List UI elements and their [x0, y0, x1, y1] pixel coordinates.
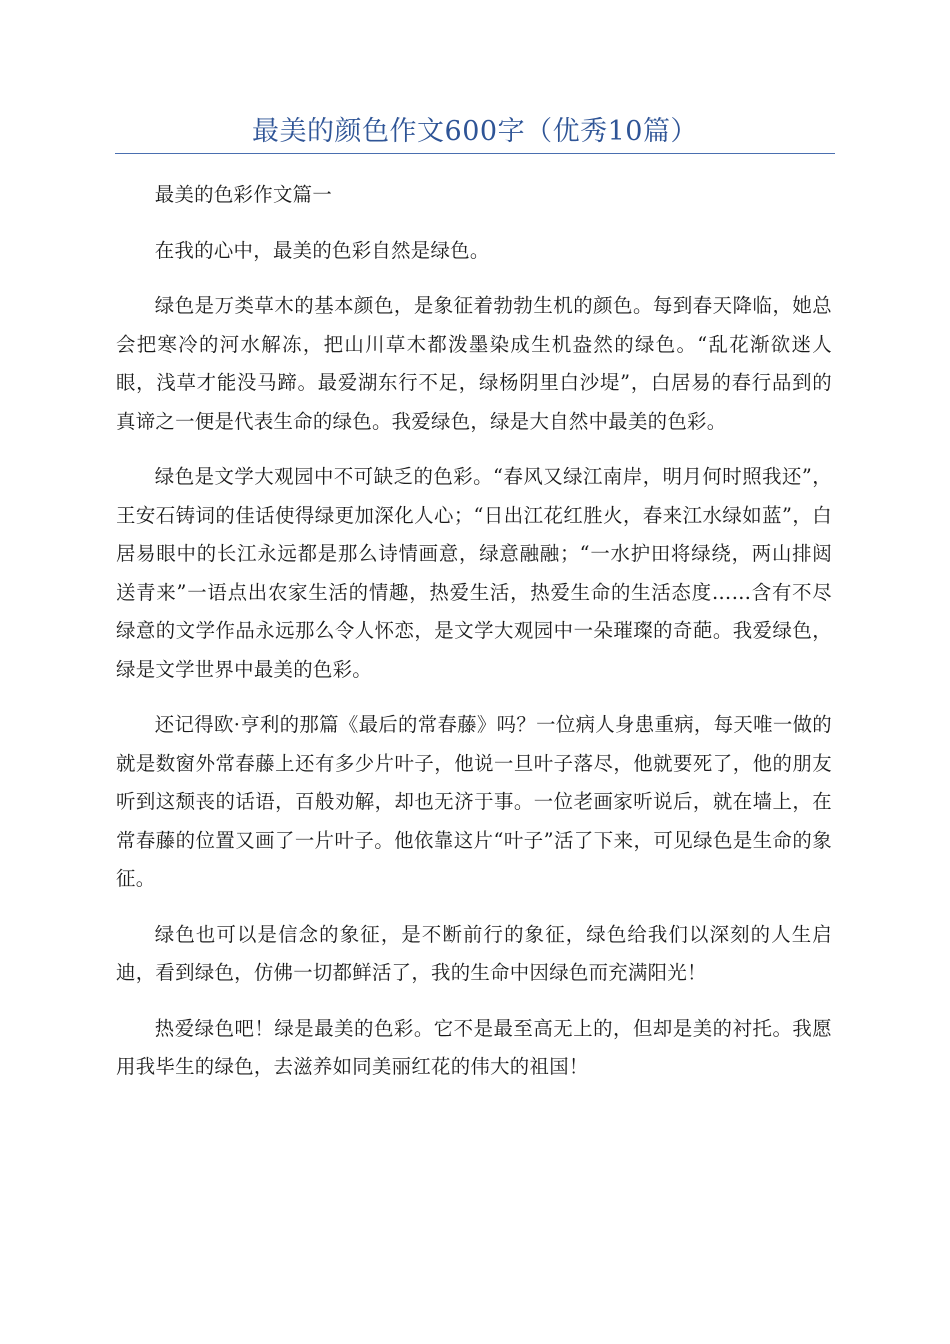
body-paragraph: 热爱绿色吧！绿是最美的色彩。它不是最至高无上的，但却是美的衬托。我愿用我毕生的绿色，去滋养如同美丽红花的伟大的祖国！ [116, 1016, 832, 1078]
body-paragraph: 在我的心中，最美的色彩自然是绿色。 [154, 238, 490, 262]
document-title: 最美的颜色作文600字（优秀10篇） [252, 116, 698, 147]
title-underline [115, 153, 835, 154]
body-paragraph: 绿色也可以是信念的象征，是不断前行的象征，绿色给我们以深刻的人生启迪，看到绿色，仿佛一切都鲜活了，我的生命中因绿色而充满阳光！ [116, 922, 832, 984]
section-heading: 最美的色彩作文篇一 [154, 183, 333, 206]
body-paragraph: 还记得欧·亨利的那篇《最后的常春藤》吗？一位病人身患重病，每天唯一做的就是数窗外常春藤上还有多少片叶子，他说一旦叶子落尽，他就要死了，他的朋友听到这颓丧的话语，百般劝解，却也无济于事。一位老画家听说后，就在墙上，在常春藤的位置又画了一片叶子。他依靠这片“叶子”活了下来，可见绿色是生命的象征。 [116, 713, 832, 890]
body-paragraph: 绿色是文学大观园中不可缺乏的色彩。“春风又绿江南岸，明月何时照我还”，王安石铸词的佳话使得绿更加深化人心；“日出江花红胜火，春来江水绿如蓝”，白居易眼中的长江永远都是那么诗情画意，绿意融融；“一水护田将绿绕，两山排闼送青来”一语点出农家生活的情趣，热爱生活，热爱生命的生活态度……含有不尽绿意的文学作品永远那么令人怀恋，是文学大观园中一朵璀璨的奇葩。我爱绿色，绿是文学世界中最美的色彩。 [116, 465, 832, 681]
document-body [116, 176, 832, 1104]
body-paragraph: 绿色是万类草木的基本颜色，是象征着勃勃生机的颜色。每到春天降临，她总会把寒冷的河水解冻，把山川草木都泼墨染成生机盎然的绿色。“乱花渐欲迷人眼，浅草才能没马蹄。最爱湖东行不足，绿杨阴里白沙堤”，白居易的春行品到的真谛之一便是代表生命的绿色。我爱绿色，绿是大自然中最美的色彩。 [116, 294, 832, 433]
